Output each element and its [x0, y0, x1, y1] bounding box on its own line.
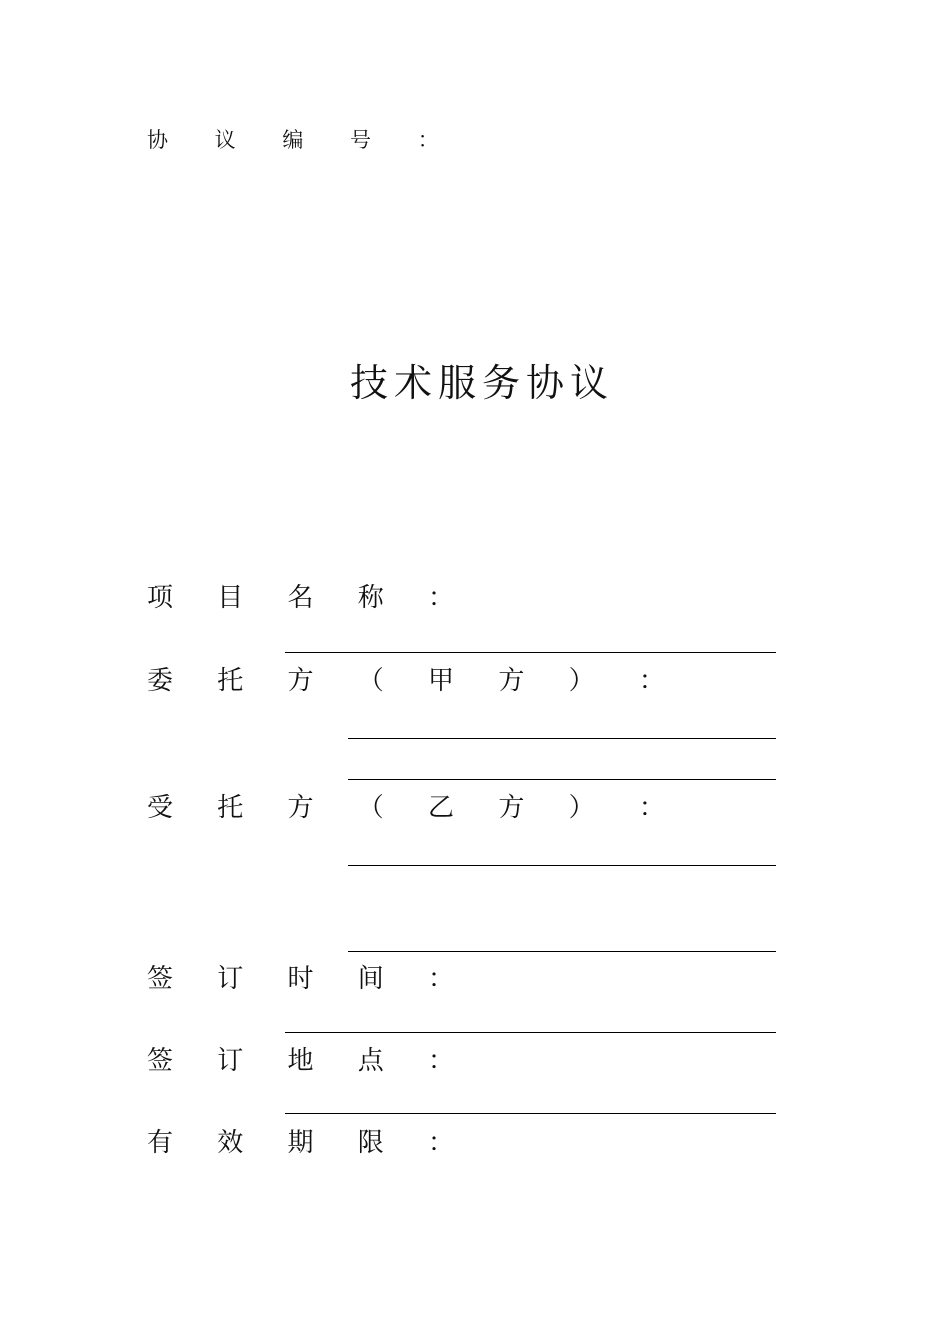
agreement-number-label: 协 议 编 号 ： [147, 128, 459, 152]
client-line[interactable] [348, 738, 776, 739]
project-name-line[interactable] [285, 652, 776, 653]
document-title: 技术服务协议 [350, 361, 615, 405]
contractor-line-2[interactable] [348, 951, 776, 952]
contractor-line[interactable] [348, 865, 776, 866]
project-name-label: 项 目 名 称 ： [147, 583, 473, 613]
signing-place-label: 签 订 地 点 ： [147, 1046, 473, 1076]
signing-time-line[interactable] [285, 1032, 776, 1033]
client-label: 委 托 方 （ 甲 方 ） ： [147, 666, 683, 696]
signing-place-line[interactable] [285, 1113, 776, 1114]
signing-time-label: 签 订 时 间 ： [147, 964, 473, 994]
client-line-2[interactable] [348, 779, 776, 780]
contractor-label: 受 托 方 （ 乙 方 ） ： [147, 793, 683, 823]
validity-period-label: 有 效 期 限 ： [147, 1128, 473, 1158]
